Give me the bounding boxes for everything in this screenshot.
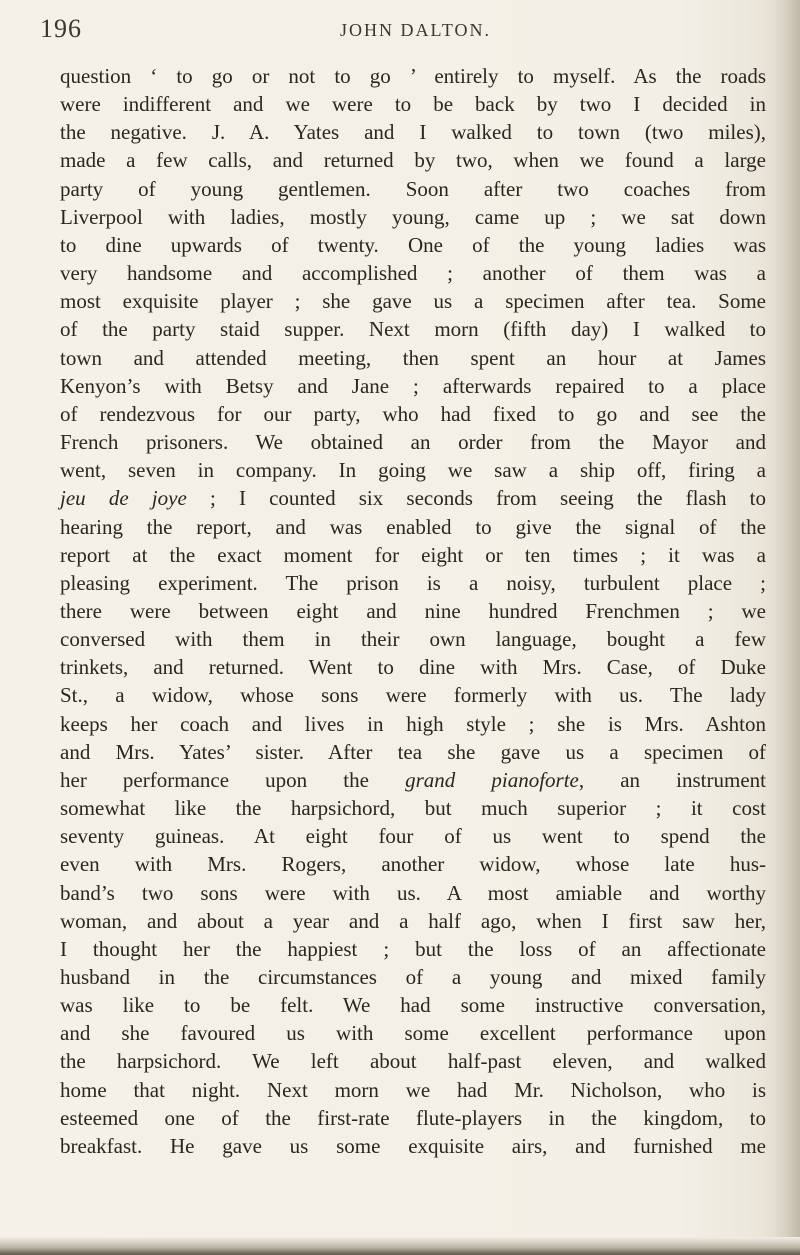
page-bottom-edge — [0, 1237, 800, 1255]
text-segment: and she favoured us with some excellent performance upon — [60, 1021, 766, 1046]
text-segment: of rendezvous for our party, who had fixed to go and see the — [60, 401, 766, 426]
text-segment: breakfast. He gave us some exquisite airs, and furnished me — [60, 1133, 766, 1158]
text-line — [60, 400, 766, 428]
text-line — [60, 822, 766, 850]
text-line — [60, 653, 766, 681]
text-segment: French prisoners. We obtained an order from the Mayor and — [60, 430, 766, 455]
text-segment: were indifferent and we were to be back by two I decided in — [60, 92, 766, 117]
text-segment: somewhat like the harpsichord, but much superior ; it cost — [60, 796, 766, 821]
text-line — [60, 766, 766, 794]
text-segment: the negative. J. A. Yates and I walked to town (two miles), — [60, 120, 766, 145]
text-segment: Liverpool with ladies, mostly young, came up ; we sat down — [60, 204, 766, 229]
text-segment: woman, and about a year and a half ago, when I first saw her, — [60, 908, 766, 933]
text-line — [60, 541, 766, 569]
text-line — [60, 90, 766, 118]
text-line — [60, 738, 766, 766]
text-segment: her performance upon the — [60, 767, 406, 792]
text-line — [60, 1047, 766, 1075]
text-line — [60, 1076, 766, 1104]
text-segment: even with Mrs. Rogers, another widow, whose late hus- — [60, 852, 766, 877]
text-line — [60, 879, 766, 907]
text-segment: the harpsichord. We left about half-past eleven, and walked — [60, 1049, 766, 1074]
text-segment: of the party staid supper. Next morn (fifth day) I walked to — [60, 317, 766, 342]
text-segment: band’s two sons were with us. A most amiable and worthy — [60, 880, 766, 905]
text-line — [60, 259, 766, 287]
text-line — [60, 344, 766, 372]
text-segment: ; I counted six seconds from seeing the flash to — [186, 486, 766, 511]
text-segment: went, seven in company. In going we saw a ship off, firing a — [60, 458, 766, 483]
text-line — [60, 569, 766, 597]
text-segment: town and attended meeting, then spent an hour at James — [60, 345, 766, 370]
text-line — [60, 625, 766, 653]
text-segment: seventy guineas. At eight four of us went to spend the — [60, 824, 766, 849]
text-line — [60, 287, 766, 315]
text-line — [60, 146, 766, 174]
text-segment: trinkets, and returned. Went to dine with Mrs. Case, of Duke — [60, 655, 766, 680]
text-line — [60, 794, 766, 822]
page-gutter-shadow — [774, 0, 800, 1255]
text-line — [60, 710, 766, 738]
text-line — [60, 203, 766, 231]
text-line — [60, 513, 766, 541]
text-line — [60, 484, 766, 512]
text-line — [60, 118, 766, 146]
text-segment: pleasing experiment. The prison is a noisy, turbulent place ; — [60, 570, 766, 595]
text-segment: conversed with them in their own language, bought a few — [60, 627, 766, 652]
text-segment: keeps her coach and lives in high style ; she is Mrs. Ashton — [60, 711, 766, 736]
text-line — [60, 428, 766, 456]
text-segment: St., a widow, whose sons were formerly with us. The lady — [60, 683, 766, 708]
text-segment: very handsome and accomplished ; another of them was a — [60, 261, 766, 286]
text-segment: hearing the report, and was enabled to give the signal of the — [60, 514, 766, 539]
body-text — [60, 62, 766, 1160]
text-segment: I thought her the happiest ; but the loss of an affectionate — [60, 936, 766, 961]
text-segment: report at the exact moment for eight or ten times ; it was a — [60, 542, 766, 567]
text-segment: Kenyon’s with Betsy and Jane ; afterwards repaired to a place — [60, 373, 766, 398]
text-line — [60, 1019, 766, 1047]
text-segment: husband in the circumstances of a young and mixed family — [60, 965, 766, 989]
text-segment: there were between eight and nine hundred Frenchmen ; we — [60, 598, 766, 623]
text-line — [60, 907, 766, 935]
text-segment: and Mrs. Yates’ sister. After tea she gave us a specimen of — [60, 739, 766, 764]
text-line — [60, 1104, 766, 1132]
text-line — [60, 315, 766, 343]
text-segment: party of young gentlemen. Soon after two coaches from — [60, 176, 766, 201]
text-segment: to dine upwards of twenty. One of the young ladies was — [60, 232, 766, 257]
text-segment: most exquisite player ; she gave us a specimen after tea. Some — [60, 289, 766, 314]
text-line — [60, 456, 766, 484]
text-line — [60, 62, 766, 90]
text-segment: was like to be felt. We had some instructive conversation, — [60, 993, 766, 1018]
page-number: 196 — [40, 14, 82, 43]
text-line — [60, 175, 766, 203]
running-head — [40, 14, 760, 50]
text-line — [60, 963, 766, 991]
running-title: JOHN DALTON. — [340, 20, 492, 40]
text-segment: , an instrument — [578, 767, 766, 792]
text-line — [60, 597, 766, 625]
italic-phrase: jeu de joye — [60, 486, 187, 511]
text-line — [60, 935, 766, 963]
text-line — [60, 850, 766, 878]
text-line — [60, 231, 766, 259]
text-line — [60, 1132, 766, 1160]
text-line — [60, 681, 766, 709]
text-segment: question ‘ to go or not to go ’ entirely to myself. As the roads — [60, 64, 766, 88]
text-segment: home that night. Next morn we had Mr. Nicholson, who is — [60, 1077, 766, 1102]
text-segment: made a few calls, and returned by two, when we found a large — [60, 148, 766, 173]
text-line — [60, 372, 766, 400]
text-line — [60, 991, 766, 1019]
italic-phrase: grand pianoforte — [405, 767, 579, 792]
text-segment: esteemed one of the first-rate flute-players in the kingdom, to — [60, 1105, 766, 1130]
